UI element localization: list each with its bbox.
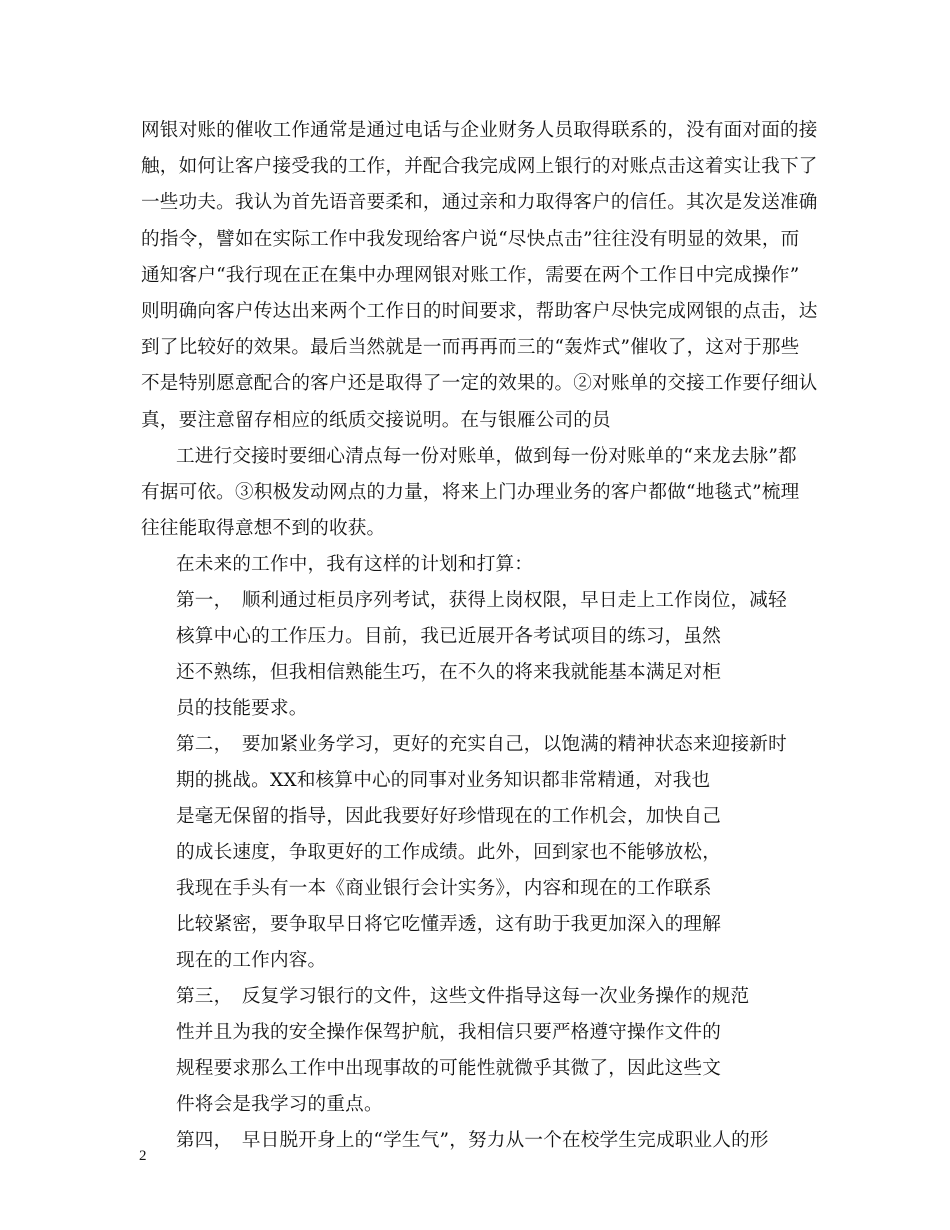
page-number: 2 (139, 1148, 147, 1164)
text-line: 比较紧密，要争取早日将它吃懂弄透，这有助于我更加深入的理解 (176, 914, 722, 935)
text-line: 的指令，譬如在实际工作中我发现给客户说“尽快点击”往往没有明显的效果，而 (141, 229, 800, 250)
text-line: 到了比较好的效果。最后当然就是一而再再而三的“轰炸式”催收了，这对于那些 (141, 337, 800, 358)
text-line: 不是特别愿意配合的客户还是取得了一定的效果的。②对账单的交接工作要仔细认 (141, 373, 818, 394)
text-line: 还不熟练，但我相信熟能生巧，在不久的将来我就能基本满足对柜 (176, 662, 722, 683)
text-line: 核算中心的工作压力。目前，我已近展开各考试项目的练习，虽然 (176, 626, 722, 647)
text-line: 件将会是我学习的重点。 (176, 1094, 383, 1115)
list-item-heading: 第一， 顺利通过柜员序列考试，获得上岗权限，早日走上工作岗位，减轻 (176, 590, 787, 611)
text-line: 通知客户“我行现在正在集中办理网银对账工作，需要在两个工作日中完成操作” (141, 265, 800, 286)
text-line: 网银对账的催收工作通常是通过电话与企业财务人员取得联系的，没有面对面的接 (141, 120, 818, 141)
text-line: 在未来的工作中，我有这样的计划和打算： (176, 554, 534, 575)
text-line: 工进行交接时要细心清点每一份对账单，做到每一份对账单的“来龙去脉”都 (176, 446, 797, 467)
list-item-heading: 第三， 反复学习银行的文件，这些文件指导这每一次业务操作的规范 (176, 986, 750, 1007)
text-line: 性并且为我的安全操作保驾护航，我相信只要严格遵守操作文件的 (176, 1022, 722, 1043)
list-item-heading: 第四， 早日脱开身上的“学生气”，努力从一个在校学生完成职业人的形 (176, 1130, 769, 1151)
text-line: 有据可依。③积极发动网点的力量，将来上门办理业务的客户都做“地毯式”梳理 (141, 482, 800, 503)
text-line: 我现在手头有一本《商业银行会计实务》，内容和现在的工作联系 (176, 878, 712, 899)
text-line: 规程要求那么工作中出现事故的可能性就微乎其微了，因此这些文 (176, 1058, 722, 1079)
text-line: 则明确向客户传达出来两个工作日的时间要求，帮助客户尽快完成网银的点击，达 (141, 301, 818, 322)
text-line: 真，要注意留存相应的纸质交接说明。在与银雁公司的员 (141, 410, 611, 431)
text-line: 员的技能要求。 (176, 698, 308, 719)
list-item-heading: 第二， 要加紧业务学习，更好的充实自己，以饱满的精神状态来迎接新时 (176, 734, 787, 755)
text-line: 一些功夫。我认为首先语音要柔和，通过亲和力取得客户的信任。其次是发送准确 (141, 192, 818, 213)
text-line: 触，如何让客户接受我的工作，并配合我完成网上银行的对账点击这着实让我下了 (141, 156, 818, 177)
text-line: 现在的工作内容。 (176, 950, 327, 971)
text-line: 是毫无保留的指导，因此我要好好珍惜现在的工作机会，加快自己 (176, 806, 722, 827)
text-line: 期的挑战。XX和核算中心的同事对业务知识都非常精通，对我也 (176, 770, 711, 791)
text-line: 往往能取得意想不到的收获。 (141, 518, 386, 539)
text-line: 的成长速度，争取更好的工作成绩。此外，回到家也不能够放松， (176, 842, 722, 863)
